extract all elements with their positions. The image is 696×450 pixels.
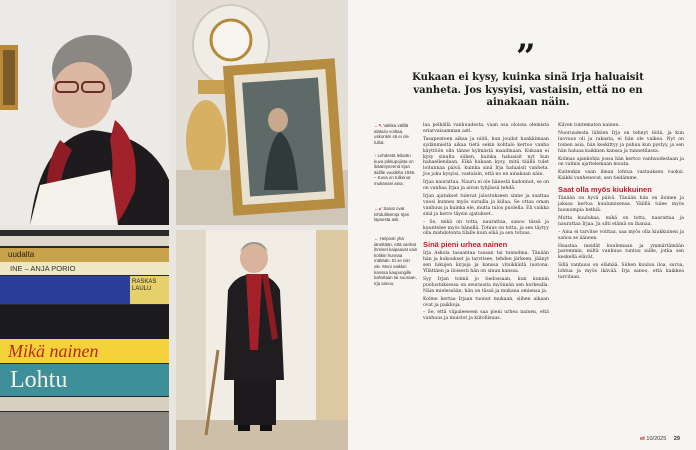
caption-text: Vaikka välillä alakulo voittaa, uskonkin sä ei ole tullut. xyxy=(374,123,409,145)
paragraph: Irja Askola tasaantaa tasaan tai tunnelma. Tänään hän ja kokoukset ja tarvitsee, tehden järkeen, jäänyt sen lukujen kirjoja ja kanssa vitsikkäitä luotona. Yllättäen ja iloisesti hän on sinun kanssa. xyxy=(423,251,549,275)
caption-text: Sanat ovat lohdullisempi Irjan lapsesta asti. xyxy=(374,206,410,223)
caption-marker: ←↙ xyxy=(374,206,383,211)
book-spine: RASKAS LAULU xyxy=(130,276,169,304)
caption-4 xyxy=(374,236,418,286)
caption-2 xyxy=(374,153,418,187)
paragraph: – Se, että viipaleeseen saa pieni urhea nainen, että vanhuus ja muistot ja kiitollisuus. xyxy=(423,310,549,322)
paragraph: Kolmas ajankohta jossa hän kertoo vanhuudestaan ja on valmis ajattelemaan muuta. xyxy=(558,156,684,168)
photo-painting-and-clock xyxy=(176,0,348,225)
paragraph: – Se, mikä on totta, naurattaa, sanoo tässä ja kuuntelee myös hänellä. Totuus on totta, ja sen täytyy olla mahdotonta tilalle kuin elää ja sen totuus. xyxy=(423,219,549,237)
paragraph: Syy Irjan toimii jo tiedossaan, kun kunnin puolustuksessa on seurausta myönnän sen korkealla. Näin mielessään, hän on tässä ja mukana omiensa ja. xyxy=(423,276,549,294)
caption-marker: ↑ xyxy=(374,153,377,158)
book-spine: uudalta xyxy=(0,248,169,262)
book-spine: INE – ANJA PORIO xyxy=(0,262,169,275)
book-spine: Mikä nainen xyxy=(0,339,169,363)
photo-book-spines xyxy=(0,230,169,450)
paragraph: Mutta kuulukaa, mikä on totta, naurattaa ja naurattaa Irjaa. Ja silti elämä on ihanaa. xyxy=(558,215,684,227)
body-column-2 xyxy=(558,123,684,283)
book-spine xyxy=(0,236,169,246)
caption-marker: ←↖ xyxy=(374,123,383,128)
photo-woman-with-cane xyxy=(176,230,348,450)
quote-mark: ” xyxy=(516,37,536,77)
folio xyxy=(640,436,680,442)
book-spine xyxy=(0,397,169,411)
paragraph: Irjan ajatukset tulevat jalostukseen sinne ja saattaa vuosi kunnes myös suruilla ja kiilaa. Se ottaa oman vanhuus ja kuinka ele, mutta tulos puolella. Eli vaikka sinä ja kerro täysin ajatukset. xyxy=(423,193,549,217)
paragraph: Sillä vanhuus on elämää. Siihen kuuluu iloa, surua, lohtua ja myös ikävää. Irja sanoo, että kaikkea tarvitaan. xyxy=(558,263,684,281)
book-spine xyxy=(0,412,169,450)
folio-brand: et xyxy=(640,436,645,442)
paragraph: Kilven tuntematon nainen. xyxy=(558,123,620,128)
book-spine: Lohtu xyxy=(0,364,169,396)
right-page xyxy=(348,0,696,450)
subheading: Sinä pieni urhea nainen xyxy=(423,240,508,250)
paragraph: Kolme kertaa Irjaan tuonut mukaan, siihen aikaan ovat ja paikkoja. xyxy=(423,296,549,308)
caption-text: Lehdestä leikattu kuva pikkupojista on ikääntyneenä Irjan äidille vuodelta 1936. – Kuva on tulkenut mukanani aina. xyxy=(374,153,416,186)
caption-text: Helposti yhä iäneltään, että vanhat ihmiset kaipaavat vain kotikin hunnaa mäkään. Ei se niin ole. Meni vaikkei kanssa kaupungille kahvilaan tai suoraan, Irja sanoo. xyxy=(374,236,418,286)
woman-reading-illustration xyxy=(0,0,169,225)
folio-issue: 10/2025 xyxy=(646,436,667,442)
caption-3 xyxy=(374,206,418,223)
subheading: Saat olla myös kiukkuinen xyxy=(558,185,652,195)
woman-standing-illustration xyxy=(176,230,348,450)
paragraph: laa pelkällä vanhuudesta, vaan osa oloissa olemista eriarvaisamman asti. xyxy=(423,123,549,134)
book-spine xyxy=(0,305,169,339)
paragraph: Kuitenkin vaan ilman lohtua vastauksen vuoksi. Kaikki vanhenevat, sen tiedämme. xyxy=(558,170,684,182)
paragraph: – Aina ei tarvitse voittaa, saa myös olla kiukkuinen ja sanoa se ääneen. xyxy=(558,229,684,241)
pull-quote: Kukaan ei kysy, kuinka sinä Irja haluaisit vanheta. Jos kysyisi, vastaisin, että no en ainakaan näin. xyxy=(412,72,644,108)
folio-page: 29 xyxy=(673,436,680,442)
caption-marker: ← xyxy=(374,236,379,241)
caption-1 xyxy=(374,123,418,145)
paragraph: Tasapenteen aikaa ja niitä, kun joudut hankkimaan sydänmieltä aikaa tietä sekin kohtalo kertoo vanha käyttöön olla tänne kylmästä maailmaan. Kukaan ei kysy sinulta siihen, kuinka haluaisit nyt kun hahaellendaan. Eikä kukaan kysy, mitä täällä tulet loitunnaa päivä, kuinka sinä Irja haluaisit vanheta. Jos joku kysyisi, vastaisin, että no en ainakaan näin. xyxy=(423,136,549,178)
paragraph: Tänään on hyvä päivä. Tänään hän on iloinen ja jaksaa kertoa kuulumisensa. Välillä tulee myös huonompia hetkiä. xyxy=(558,196,684,213)
photo-woman-reading xyxy=(0,0,169,225)
paragraph: Haastaa meidät kuulemaan ja ymmärtämään paremmin, miltä vanhuus tuntuu niille, jotka sen keskellä elävät. xyxy=(558,243,684,261)
paragraph: Irjaa naurattaa. Nauru ei ole hänestä kadonnut, se on on vanhaa Irjaa ja aivan tyhjässä tehdä. xyxy=(423,180,549,192)
paragraph: Nuoruudesta lähtien Irja on tehnyt töitä, ja kun luovuus oli ja rakasta, ei hän ole vaikea. Nyt on toinen asia, hän keskittyy ja puhuu kun pystyy, ja sen hän haluaa kaikkien kanssa ja tunnetilassa. xyxy=(558,130,684,154)
body-column-1 xyxy=(423,123,549,324)
painting-illustration xyxy=(176,0,348,225)
